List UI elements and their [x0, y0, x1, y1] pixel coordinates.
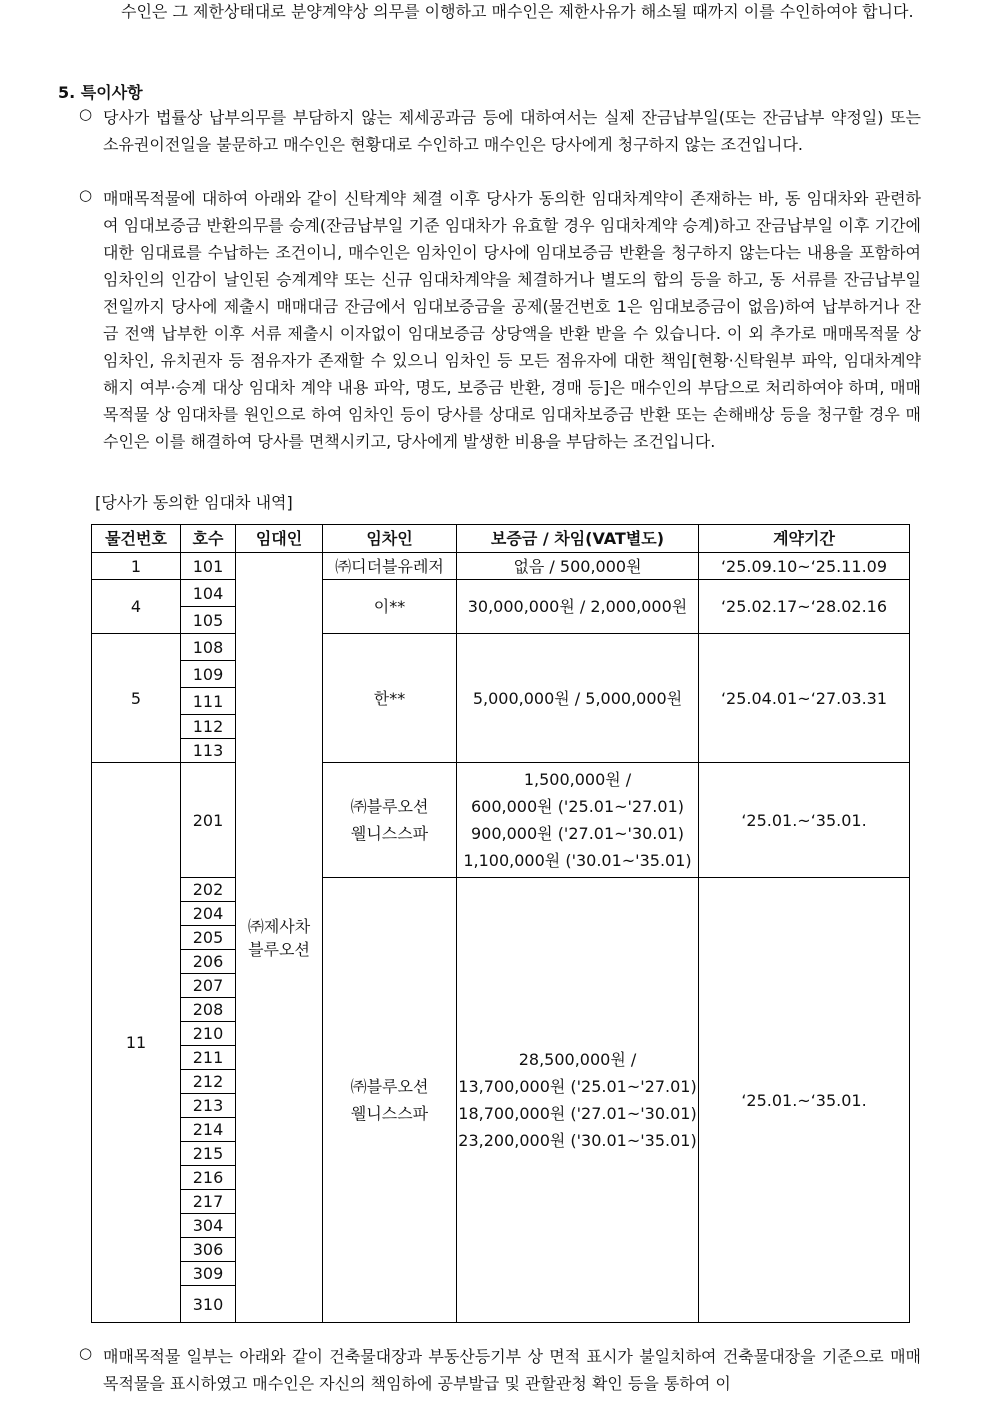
deposit-line: 18,700,000원 ('27.01~'30.01)	[458, 1104, 697, 1123]
tenant-line: ㈜블루오션	[350, 797, 429, 816]
period-cell: ‘25.04.01~‘27.03.31	[699, 634, 910, 763]
lease-table	[91, 524, 910, 1323]
deposit-line: 1,100,000원 ('30.01~'35.01)	[463, 851, 692, 870]
table-header-row	[92, 525, 910, 553]
tenant-cell	[323, 878, 457, 1323]
table-row	[92, 763, 910, 878]
unit-number: 206	[181, 950, 236, 974]
table-row	[92, 634, 910, 661]
unit-number: 204	[181, 902, 236, 926]
unit-number: 101	[181, 553, 236, 580]
tenant-line: 웰니스스파	[350, 824, 429, 843]
lease-table-caption: [당사가 동의한 임대차 내역]	[95, 493, 293, 512]
table-row	[92, 580, 910, 607]
header-contract-period: 계약기간	[699, 525, 910, 553]
section-title: 5. 특이사항	[58, 83, 143, 102]
table-row	[92, 553, 910, 580]
table-row	[92, 878, 910, 902]
unit-number: 217	[181, 1190, 236, 1214]
intro-paragraph: 수인은 그 제한상태대로 분양계약상 의무를 이행하고 매수인은 제한사유가 해소될 때까지 이를 수인하여야 합니다.	[121, 2, 914, 21]
unit-number: 309	[181, 1262, 236, 1286]
tenant-cell: 이**	[323, 580, 457, 634]
unit-number: 207	[181, 974, 236, 998]
deposit-line: 900,000원 ('27.01~'30.01)	[470, 824, 684, 843]
unit-number: 111	[181, 688, 236, 715]
unit-number: 215	[181, 1142, 236, 1166]
item-number: 4	[92, 580, 181, 634]
unit-number: 310	[181, 1286, 236, 1323]
unit-number: 112	[181, 715, 236, 739]
deposit-line: 600,000원 ('25.01~'27.01)	[470, 797, 684, 816]
header-landlord: 임대인	[236, 525, 323, 553]
tenant-line: ㈜블루오션	[350, 1077, 429, 1096]
deposit-cell: 없음 / 500,000원	[457, 553, 699, 580]
tenant-cell	[323, 763, 457, 878]
deposit-cell: 30,000,000원 / 2,000,000원	[457, 580, 699, 634]
item-number: 1	[92, 553, 181, 580]
tenant-cell: 한**	[323, 634, 457, 763]
unit-number: 105	[181, 607, 236, 634]
bullet-mark: ○	[79, 105, 93, 123]
header-item-no: 물건번호	[92, 525, 181, 553]
bullet-paragraph-3: 매매목적물 일부는 아래와 같이 건축물대장과 부동산등기부 상 면적 표시가 불일치하여 건축물대장을 기준으로 매매목적물을 표시하였고 매수인은 자신의 책임하에 공부발급 및 관할관청 확인 등을 통하여 이	[103, 1347, 921, 1393]
tenant-line: 웰니스스파	[350, 1104, 429, 1123]
deposit-line: 23,200,000원 ('30.01~'35.01)	[458, 1131, 697, 1150]
landlord-line: 블루오션	[248, 939, 310, 959]
unit-number: 202	[181, 878, 236, 902]
deposit-cell	[457, 763, 699, 878]
item-number: 5	[92, 634, 181, 763]
deposit-line: 13,700,000원 ('25.01~'27.01)	[458, 1077, 697, 1096]
bullet-paragraph-1: 당사가 법률상 납부의무를 부담하지 않는 제세공과금 등에 대하여서는 실제 잔금납부일(또는 잔금납부 약정일) 또는 소유권이전일을 불문하고 매수인은 현황대로 수인하고 매수인은 당사에게 청구하지 않는 조건입니다.	[103, 108, 921, 154]
unit-number: 201	[181, 763, 236, 878]
deposit-line: 28,500,000원 /	[518, 1050, 637, 1069]
landlord-line: ㈜제사차	[247, 916, 311, 936]
landlord-cell	[236, 553, 323, 1323]
period-cell: ‘25.01.~‘35.01.	[699, 878, 910, 1323]
unit-number: 213	[181, 1094, 236, 1118]
item-number: 11	[92, 763, 181, 1323]
unit-number: 104	[181, 580, 236, 607]
deposit-cell: 5,000,000원 / 5,000,000원	[457, 634, 699, 763]
deposit-cell	[457, 878, 699, 1323]
unit-number: 113	[181, 739, 236, 763]
deposit-line: 1,500,000원 /	[523, 770, 632, 789]
unit-number: 216	[181, 1166, 236, 1190]
header-deposit-rent: 보증금 / 차임(VAT별도)	[457, 525, 699, 553]
unit-number: 108	[181, 634, 236, 661]
period-cell: ‘25.02.17~‘28.02.16	[699, 580, 910, 634]
period-cell: ‘25.01.~‘35.01.	[699, 763, 910, 878]
bullet-mark: ○	[79, 186, 93, 204]
unit-number: 304	[181, 1214, 236, 1238]
tenant-cell: ㈜디더블유레저	[323, 553, 457, 580]
unit-number: 208	[181, 998, 236, 1022]
bullet-mark: ○	[79, 1344, 93, 1362]
unit-number: 109	[181, 661, 236, 688]
unit-number: 306	[181, 1238, 236, 1262]
header-tenant: 임차인	[323, 525, 457, 553]
period-cell: ‘25.09.10~‘25.11.09	[699, 553, 910, 580]
unit-number: 211	[181, 1046, 236, 1070]
unit-number: 212	[181, 1070, 236, 1094]
unit-number: 210	[181, 1022, 236, 1046]
unit-number: 214	[181, 1118, 236, 1142]
header-unit: 호수	[181, 525, 236, 553]
bullet-paragraph-2: 매매목적물에 대하여 아래와 같이 신탁계약 체결 이후 당사가 동의한 임대차계약이 존재하는 바, 동 임대차와 관련하여 임대보증금 반환의무를 승계(잔금납부일 기준 임대차가 유효할 경우 임대차계약 승계)하고 잔금납부일 이후 기간에 대한 임대료를 수납하는 조건이니, 매수인은 임차인이 당사에 임대보증금 반환을 청구하지 않는다는 내용을 포함하여 임차인의 인감이 날인된 승계계약 또는 신규 임대차계약을 체결하거나 별도의 합의 등을 하고, 동 서류를 잔금납부일 전일까지 당사에 제출시 매매대금 잔금에서 임대보증금을 공제(물건번호 1은 임대보증금이 없음)하여 납부하거나 잔금 전액 납부한 이후 서류 제출시 이자없이 임대보증금 상당액을 반환 받을 수 있습니다. 이 외 추가로 매매목적물 상 임차인, 유치권자 등 점유자가 존재할 수 있으니 임차인 등 모든 점유자에 대한 책임[현황·신탁원부 파악, 임대차계약 해지 여부·승계 대상 임대차 계약 내용 파악, 명도, 보증금 반환, 경매 등]은 매수인의 부담으로 처리하여야 하며, 매매목적물 상 임대차를 원인으로 하여 임차인 등이 당사를 상대로 임대차보증금 반환 또는 손해배상 등을 청구할 경우 매수인은 이를 해결하여 당사를 면책시키고, 당사에게 발생한 비용을 부담하는 조건입니다.	[103, 189, 921, 451]
unit-number: 205	[181, 926, 236, 950]
